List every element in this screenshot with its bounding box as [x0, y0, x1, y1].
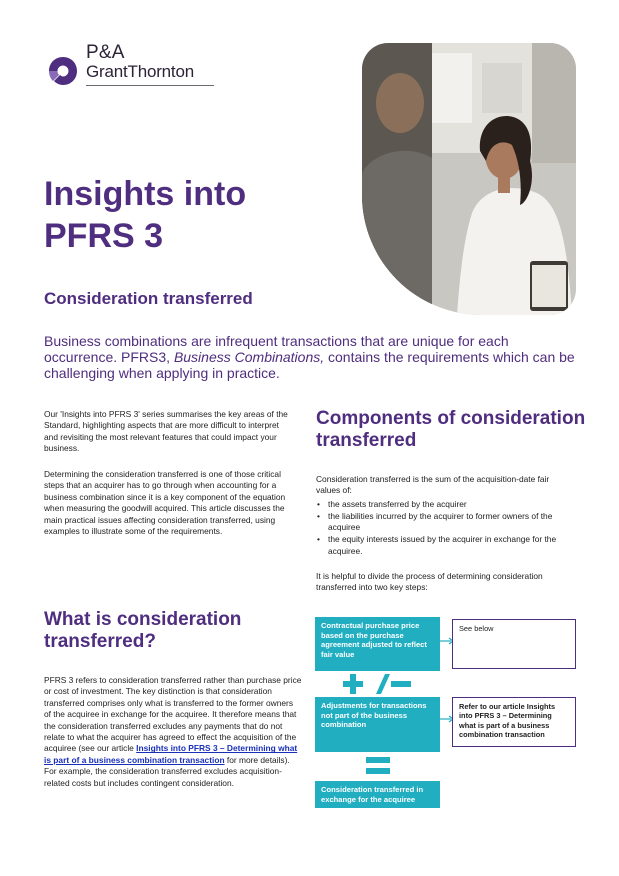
- definition-text-1: PFRS 3 refers to consideration transferred rather than purchase price or cost of investment. The key distinction is that consideration transferred comprises only what is transferred to the former owners of the acquiree in exchange for the acquiree. It therefore means that the consideration transferred excludes any payments that do not relate to what the acquirer has agreed to effect the acquisition of the acquiree (see our article: [44, 675, 302, 754]
- purchase-price-box: Contractual purchase price based on the purchase agreement adjusted to reflect fair value: [315, 617, 440, 671]
- steps-paragraph: It is helpful to divide the process of determining consideration transferred into two key steps:: [316, 571, 543, 593]
- determining-paragraph: Determining the consideration transferred is one of those critical steps that an acquirer has to go through when accounting for a business combination since it is a key component of the equation when measuring the goodwill acquired. This article discusses the main practical issues affecting consideration transferred, using examples to illustrate some of the requirements.: [44, 469, 286, 537]
- adjustments-box: Adjustments for transactions not part of the business combination: [315, 697, 440, 752]
- section-heading-components: Components of consideration transferred: [316, 408, 586, 451]
- list-item: • the liabilities incurred by the acquirer to former owners of the acquiree: [316, 511, 574, 534]
- components-list: [316, 499, 574, 558]
- intro-text-1: Business combinations are infrequent transactions that are unique for each occurrence. PFRS3,: [44, 333, 509, 365]
- series-paragraph: Our 'Insights into PFRS 3' series summarises the key areas of the Standard, highlighting aspects that are more difficult to interpret and revisiting the most relevant features that could impact your business.: [44, 409, 288, 454]
- title-line-2: PFRS 3: [44, 217, 164, 255]
- intro-text-2: contains the requirements which can be challenging when applying in practice.: [44, 349, 575, 381]
- components-paragraph: Consideration transferred is the sum of the acquisition-date fair values of:: [316, 474, 550, 496]
- list-item: • the equity interests issued by the acquirer in exchange for the acquiree.: [316, 534, 574, 557]
- consideration-result-box: Consideration transferred in exchange for the acquiree: [315, 781, 440, 808]
- intro-paragraph: [44, 333, 584, 381]
- grant-thornton-logo: [48, 42, 218, 88]
- intro-italic: Business Combinations,: [173, 349, 325, 365]
- plus-minus-icon: [343, 674, 413, 694]
- logo-line-2: GrantThornton: [86, 62, 194, 81]
- logo-line-1: P&A: [86, 42, 125, 63]
- photo-businesswoman-icon: [362, 43, 576, 315]
- title-line-1: Insights into: [44, 175, 247, 213]
- logo-underline: [86, 85, 214, 86]
- hero-photo: [362, 43, 576, 315]
- see-below-note: See below: [452, 619, 576, 669]
- grant-thornton-logo-icon: [48, 56, 78, 86]
- section-heading-what-is: What is consideration transferred?: [44, 609, 242, 652]
- equals-icon: [366, 757, 390, 775]
- refer-article-note: Refer to our article Insights into PFRS 3 – Determining what is part of a business combination transaction: [452, 697, 576, 747]
- definition-text-2: for more details). For example, the consideration transferred excludes acquisition-related costs but includes contingent consideration.: [44, 754, 290, 788]
- list-item: • the assets transferred by the acquirer: [316, 499, 574, 510]
- definition-paragraph: [44, 675, 302, 789]
- page-subtitle: Consideration transferred: [44, 289, 253, 308]
- article-link[interactable]: Insights into PFRS 3 – Determining what is part of a business combination transaction: [44, 743, 298, 765]
- page-title: [44, 173, 246, 257]
